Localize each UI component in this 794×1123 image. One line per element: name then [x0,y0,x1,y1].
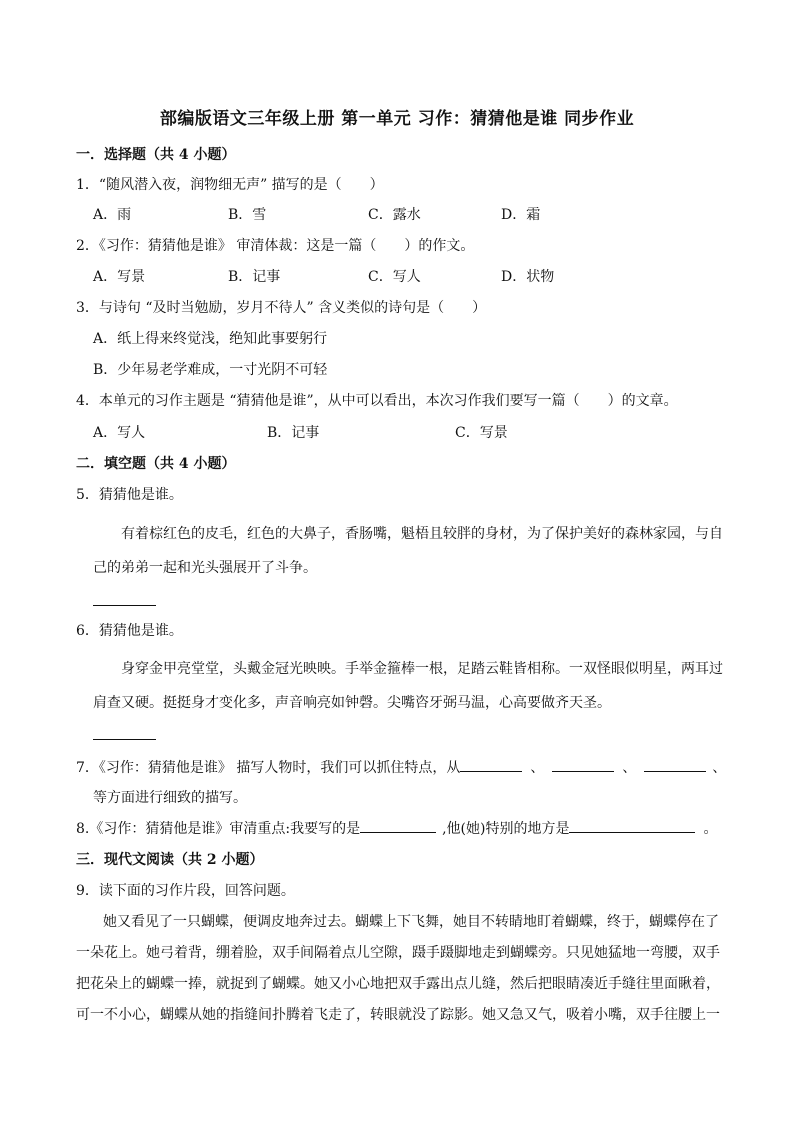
question-7-separator: 、 [530,760,545,776]
question-9-passage-line-1: 她又看见了一只蝴蝶，便调皮地奔过去。蝴蝶上下飞舞，她目不转睛地盯着蝴蝶，终于，蝴蝶停在了 [103,914,719,930]
question-8-text-2: ,他(她)特别的地方是 [442,821,570,837]
question-8-end: 。 [703,821,718,837]
question-5-passage-line-2: 己的弟弟一起和光头强展开了斗争。 [93,560,317,576]
question-1-stem: 1．“随风潜入夜，润物细无声” 描写的是（ ） [76,177,384,193]
question-6-answer-line[interactable] [93,739,156,740]
question-7-blank-3[interactable] [644,757,706,772]
question-5-passage-line-1: 有着棕红色的皮毛，红色的大鼻子，香肠嘴，魁梧且较胖的身材，为了保护美好的森林家园，与自 [121,526,723,542]
question-3-option-a: A．纸上得来终觉浅，绝知此事要躬行 [93,331,328,347]
question-7-line-1 [76,757,732,778]
question-1-option-c: C．露水 [368,207,421,223]
section-heading-fill: 二．填空题（共 4 小题） [76,456,236,472]
question-6-passage-line-1: 身穿金甲亮堂堂，头戴金冠光映映。手举金箍棒一根，足踏云鞋皆相称。一双怪眼似明星，两耳过 [121,661,723,677]
question-8-text: 8.《习作：猜猜他是谁》审清重点:我要写的是 [76,821,361,837]
question-9-passage-line-2: 一朵花上。她弓着背，绷着脸，双手间隔着点儿空隙，蹑手蹑脚地走到蝴蝶旁。只见她猛地一弯腰，双手 [76,945,720,961]
question-4-option-a: A．写人 [93,425,146,441]
question-4-option-c: C．写景 [455,425,508,441]
question-2-option-c: C．写人 [368,269,421,285]
question-5-answer-line[interactable] [93,605,156,606]
question-1-option-d: D．霜 [501,207,541,223]
question-9-passage-line-4: 可一不小心，蝴蝶从她的指缝间扑腾着飞走了，转眼就没了踪影。她又急又气，吸着小嘴，双手往腰上一 [76,1007,720,1023]
question-2-stem: 2．《习作：猜猜他是谁》 审清体裁：这是一篇（ ）的作文。 [76,238,475,254]
page-title: 部编版语文三年级上册 第一单元 习作：猜猜他是谁 同步作业 [159,109,635,129]
question-3-stem: 3．与诗句 “及时当勉励，岁月不待人” 含义类似的诗句是（ ） [76,300,487,316]
question-7-separator: 、 [712,760,727,776]
question-1-option-b: B．雪 [228,207,267,223]
question-4-stem: 4．本单元的习作主题是 “猜猜他是谁”，从中可以看出，本次习作我们要写一篇（ ）的文章。 [76,393,678,409]
question-9-stem: 9．读下面的习作片段，回答问题。 [76,883,295,899]
question-8-blank-2[interactable] [569,818,695,833]
question-2-option-b: B．记事 [228,269,281,285]
question-7-blank-2[interactable] [552,757,614,772]
question-2-option-d: D．状物 [501,269,555,285]
question-8-blank-1[interactable] [360,818,436,833]
question-1-option-a: A．雨 [93,207,132,223]
question-7-separator: 、 [622,760,637,776]
question-3-option-b: B．少年易老学难成，一寸光阴不可轻 [93,362,328,378]
question-8-line [76,818,717,839]
question-9-passage-line-3: 把花朵上的蝴蝶一捧，就捉到了蝴蝶。她又小心地把双手露出点儿缝，然后把眼睛凑近手缝往里面瞅着， [76,976,720,992]
question-6-stem: 6．猜猜他是谁。 [76,623,183,639]
question-5-stem: 5．猜猜他是谁。 [76,487,183,503]
question-7-blank-1[interactable] [460,757,522,772]
question-4-option-b: B．记事 [267,425,320,441]
question-6-passage-line-2: 肩查又硬。挺挺身才变化多，声音响亮如钟磬。尖嘴咨牙弼马温，心高要做齐天圣。 [93,695,611,711]
question-7-text: 7．《习作：猜猜他是谁》 描写人物时，我们可以抓住特点，从 [76,760,461,776]
question-7-line-2: 等方面进行细致的描写。 [93,790,247,806]
section-heading-reading: 三．现代文阅读（共 2 小题） [76,852,264,868]
section-heading-choice: 一．选择题（共 4 小题） [76,147,236,163]
question-2-option-a: A．写景 [93,269,146,285]
